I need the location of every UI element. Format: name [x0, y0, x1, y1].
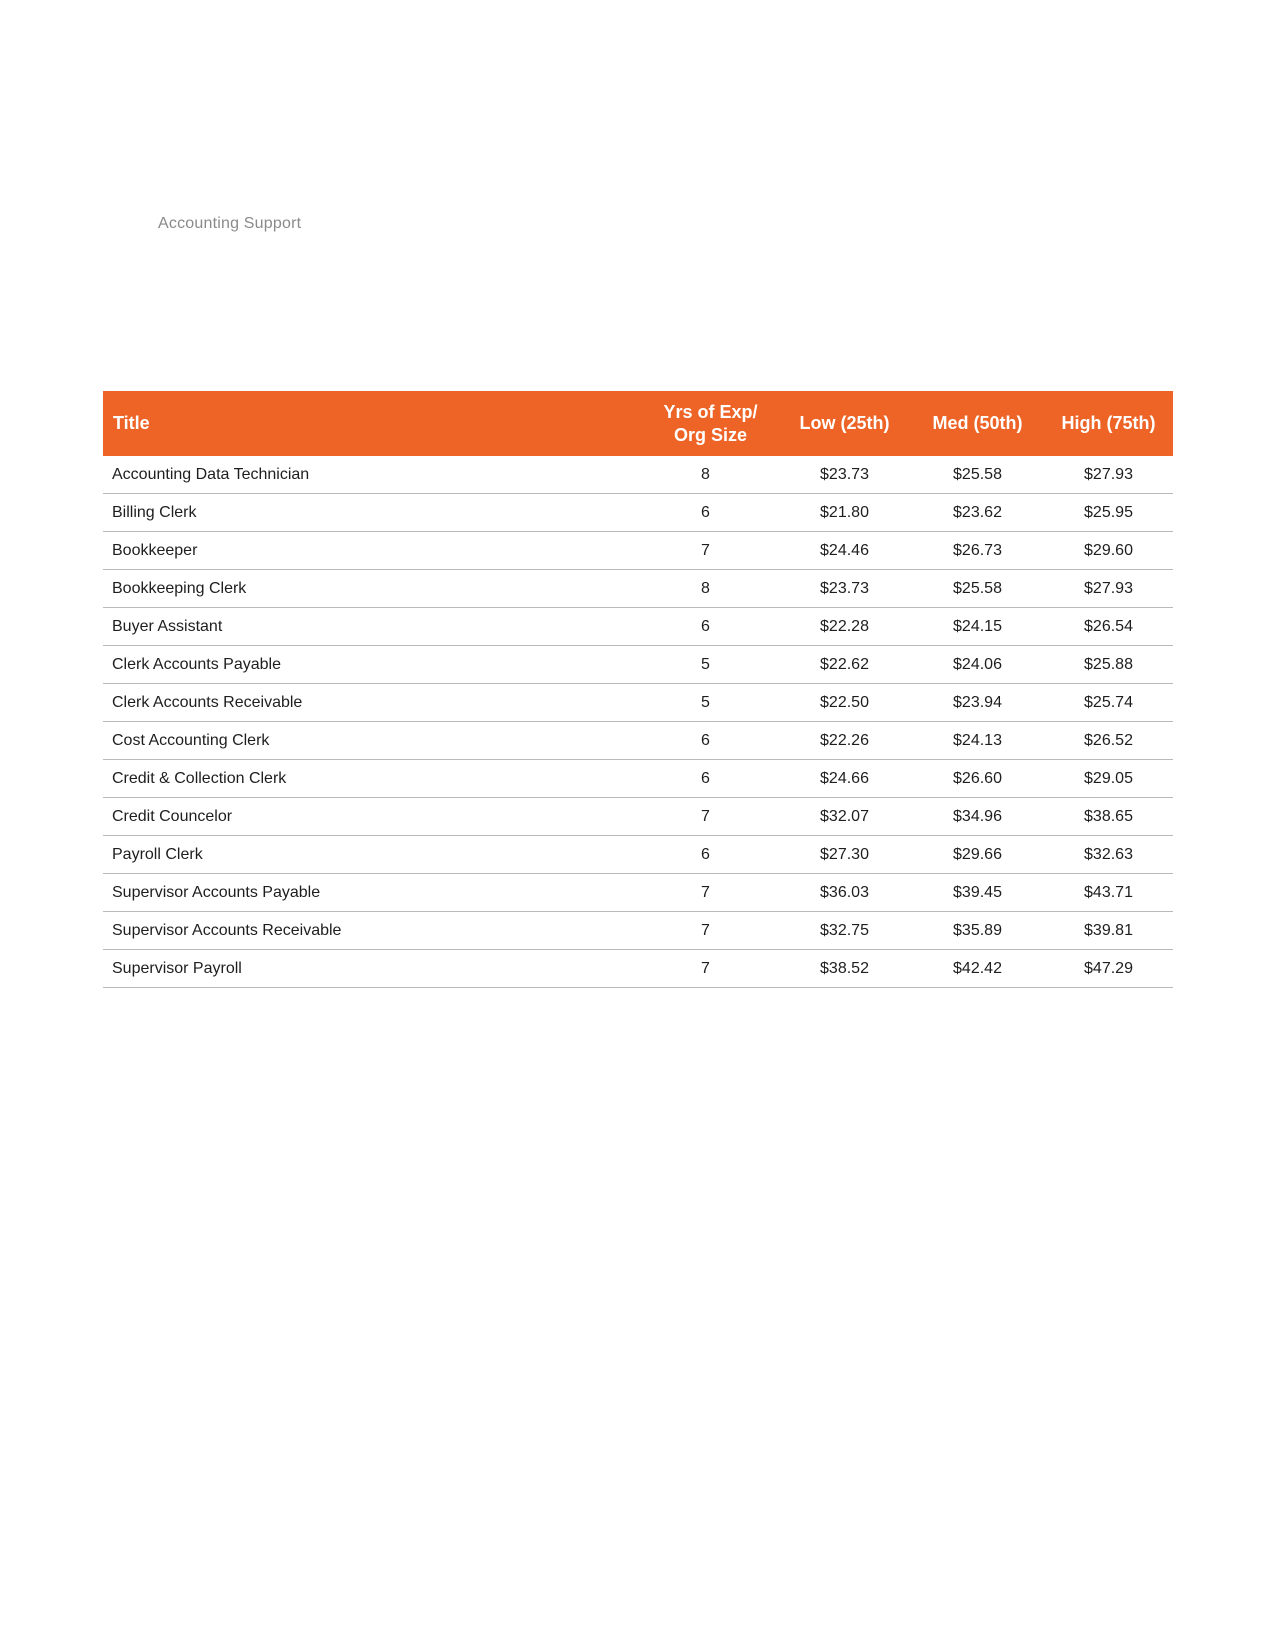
cell-low: $22.28 — [820, 617, 869, 635]
cell-high: $29.60 — [1084, 541, 1133, 559]
cell-yrs-exp: 5 — [701, 693, 710, 711]
cell-med: $39.45 — [953, 883, 1002, 901]
cell-med: $23.94 — [953, 693, 1002, 711]
header-yrs-line1: Yrs of Exp/ — [663, 401, 758, 422]
table-row — [103, 494, 1173, 532]
cell-med: $24.13 — [953, 731, 1002, 749]
cell-high: $29.05 — [1084, 769, 1133, 787]
cell-high: $26.54 — [1084, 617, 1133, 635]
table-row — [103, 532, 1173, 570]
cell-yrs-exp: 7 — [701, 921, 710, 939]
cell-med: $23.62 — [953, 503, 1002, 521]
cell-yrs-exp: 5 — [701, 655, 710, 673]
table-row — [103, 456, 1173, 494]
cell-med: $25.58 — [953, 465, 1002, 483]
salary-table — [103, 391, 1173, 988]
table-body — [103, 456, 1173, 988]
cell-yrs-exp: 6 — [701, 731, 710, 749]
cell-title: Cost Accounting Clerk — [112, 731, 270, 749]
cell-yrs-exp: 7 — [701, 883, 710, 901]
cell-title: Supervisor Accounts Receivable — [112, 921, 342, 939]
cell-low: $23.73 — [820, 579, 869, 597]
cell-med: $26.60 — [953, 769, 1002, 787]
cell-title: Accounting Data Technician — [112, 465, 310, 483]
cell-high: $43.71 — [1084, 883, 1133, 901]
cell-yrs-exp: 6 — [701, 769, 710, 787]
cell-title: Clerk Accounts Payable — [112, 655, 281, 673]
header-low: Low (25th) — [799, 413, 890, 433]
table-row — [103, 608, 1173, 646]
cell-title: Supervisor Accounts Payable — [112, 883, 321, 901]
header-title: Title — [113, 413, 150, 433]
cell-high: $27.93 — [1084, 465, 1133, 483]
cell-high: $25.95 — [1084, 503, 1133, 521]
cell-med: $34.96 — [953, 807, 1002, 825]
cell-low: $36.03 — [820, 883, 869, 901]
cell-title: Credit Councelor — [112, 807, 233, 825]
header-med: Med (50th) — [932, 413, 1023, 433]
table-row — [103, 722, 1173, 760]
cell-title: Supervisor Payroll — [112, 959, 242, 977]
cell-yrs-exp: 7 — [701, 959, 710, 977]
cell-title: Bookkeeper — [112, 541, 198, 559]
cell-yrs-exp: 8 — [701, 465, 710, 483]
cell-high: $25.74 — [1084, 693, 1133, 711]
cell-yrs-exp: 8 — [701, 579, 710, 597]
table-row — [103, 760, 1173, 798]
cell-title: Payroll Clerk — [112, 845, 203, 863]
cell-low: $22.62 — [820, 655, 869, 673]
cell-med: $25.58 — [953, 579, 1002, 597]
cell-title: Clerk Accounts Receivable — [112, 693, 303, 711]
cell-med: $35.89 — [953, 921, 1002, 939]
header-yrs-line2: Org Size — [673, 424, 748, 445]
cell-high: $32.63 — [1084, 845, 1133, 863]
cell-med: $42.42 — [953, 959, 1002, 977]
cell-yrs-exp: 7 — [701, 807, 710, 825]
table-header-row — [103, 391, 1173, 456]
cell-title: Bookkeeping Clerk — [112, 579, 247, 597]
cell-med: $24.06 — [953, 655, 1002, 673]
cell-title: Billing Clerk — [112, 503, 197, 521]
cell-title: Buyer Assistant — [112, 617, 223, 635]
cell-low: $32.07 — [820, 807, 869, 825]
cell-yrs-exp: 7 — [701, 541, 710, 559]
cell-low: $21.80 — [820, 503, 869, 521]
cell-med: $29.66 — [953, 845, 1002, 863]
cell-high: $38.65 — [1084, 807, 1133, 825]
table-row — [103, 684, 1173, 722]
table-row — [103, 912, 1173, 950]
table-row — [103, 874, 1173, 912]
cell-low: $24.66 — [820, 769, 869, 787]
table-row — [103, 836, 1173, 874]
cell-low: $32.75 — [820, 921, 869, 939]
cell-low: $27.30 — [820, 845, 869, 863]
cell-yrs-exp: 6 — [701, 845, 710, 863]
cell-high: $47.29 — [1084, 959, 1133, 977]
header-high: High (75th) — [1061, 413, 1156, 433]
cell-high: $26.52 — [1084, 731, 1133, 749]
cell-yrs-exp: 6 — [701, 617, 710, 635]
table-row — [103, 646, 1173, 684]
cell-yrs-exp: 6 — [701, 503, 710, 521]
cell-med: $26.73 — [953, 541, 1002, 559]
cell-low: $22.50 — [820, 693, 869, 711]
header-yrs-exp — [643, 401, 778, 447]
cell-high: $27.93 — [1084, 579, 1133, 597]
cell-high: $25.88 — [1084, 655, 1133, 673]
cell-low: $38.52 — [820, 959, 869, 977]
cell-high: $39.81 — [1084, 921, 1133, 939]
section-label: Accounting Support — [158, 215, 302, 232]
cell-low: $23.73 — [820, 465, 869, 483]
table-row — [103, 950, 1173, 988]
cell-title: Credit & Collection Clerk — [112, 769, 287, 787]
cell-low: $24.46 — [820, 541, 869, 559]
cell-low: $22.26 — [820, 731, 869, 749]
table-row — [103, 798, 1173, 836]
table-row — [103, 570, 1173, 608]
cell-med: $24.15 — [953, 617, 1002, 635]
